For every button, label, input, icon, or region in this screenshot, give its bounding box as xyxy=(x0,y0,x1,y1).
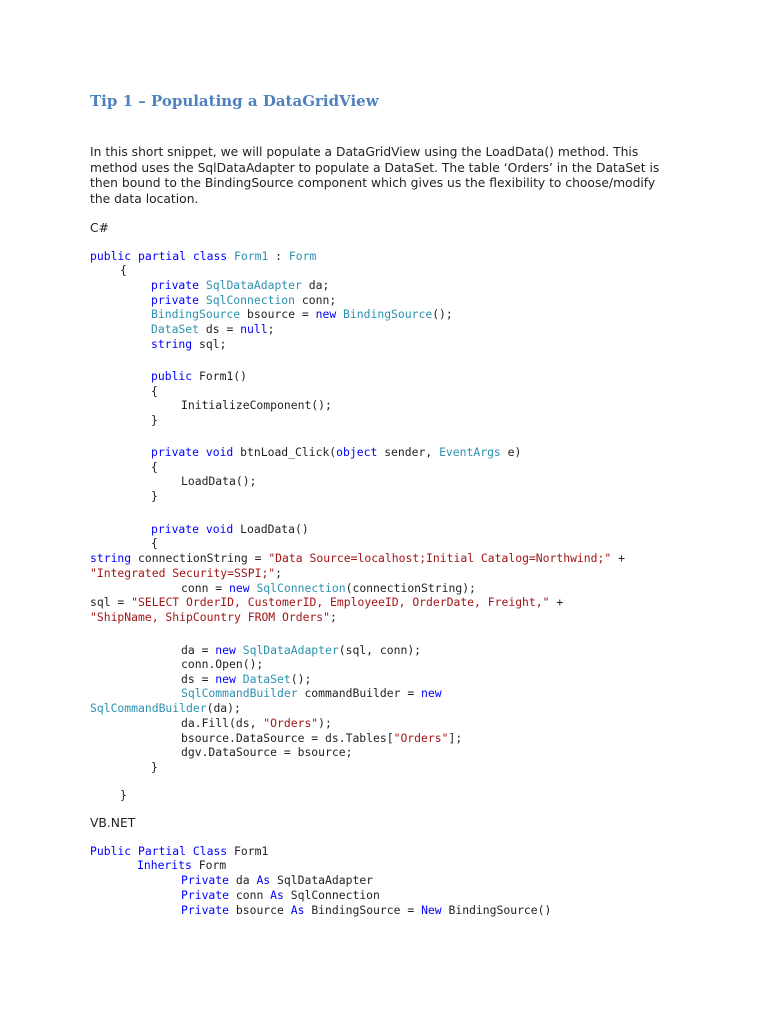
code-line: conn = new SqlConnection(connectionString); xyxy=(181,581,476,595)
code-line: da.Fill(ds, "Orders"); xyxy=(181,716,332,730)
code-line: conn.Open(); xyxy=(181,657,264,671)
csharp-label: C# xyxy=(90,221,109,235)
vbnet-label: VB.NET xyxy=(90,816,136,830)
code-line: } xyxy=(151,489,158,503)
code-line: "Integrated Security=SSPI;"; xyxy=(90,566,283,580)
code-line: ds = new DataSet(); xyxy=(181,672,312,686)
code-line: private SqlConnection conn; xyxy=(151,293,337,307)
code-line: dgv.DataSource = bsource; xyxy=(181,745,353,759)
code-line: SqlCommandBuilder(da); xyxy=(90,701,241,715)
code-line: public partial class Form1 : Form xyxy=(90,249,317,263)
code-line: } xyxy=(151,760,158,774)
code-line: private SqlDataAdapter da; xyxy=(151,278,330,292)
code-line: "ShipName, ShipCountry FROM Orders"; xyxy=(90,610,337,624)
intro-paragraph xyxy=(90,145,690,207)
code-line: SqlCommandBuilder commandBuilder = new xyxy=(181,686,442,700)
code-line: { xyxy=(151,460,158,474)
code-line: Private da As SqlDataAdapter xyxy=(181,873,374,887)
code-line: Private conn As SqlConnection xyxy=(181,888,380,902)
page-title: Tip 1 – Populating a DataGridView xyxy=(90,92,379,110)
code-line: { xyxy=(120,263,127,277)
code-line: string sql; xyxy=(151,337,227,351)
intro-line: the data location. xyxy=(90,191,199,206)
intro-line: method uses the SqlDataAdapter to populate a DataSet. The table ‘Orders’ in the DataSet is xyxy=(90,160,660,175)
intro-line: In this short snippet, we will populate a DataGridView using the LoadData() method. This xyxy=(90,145,639,159)
code-line: LoadData(); xyxy=(181,474,257,488)
code-line: { xyxy=(151,536,158,550)
code-line: BindingSource bsource = new BindingSource(); xyxy=(151,307,453,321)
code-line: private void btnLoad_Click(object sender, EventArgs e) xyxy=(151,445,522,459)
code-line: string connectionString = "Data Source=localhost;Initial Catalog=Northwind;" + xyxy=(90,551,625,565)
code-line: private void LoadData() xyxy=(151,522,309,536)
code-line: Private bsource As BindingSource = New BindingSource() xyxy=(181,903,552,917)
intro-line: then bound to the BindingSource component which gives us the flexibility to choose/modify xyxy=(90,176,656,190)
code-line: Public Partial Class Form1 xyxy=(90,844,269,858)
code-line: Inherits Form xyxy=(137,858,227,872)
code-line: public Form1() xyxy=(151,369,248,383)
code-line: } xyxy=(151,413,158,427)
code-line: da = new SqlDataAdapter(sql, conn); xyxy=(181,643,422,657)
code-line: { xyxy=(151,384,158,398)
code-line: InitializeComponent(); xyxy=(181,398,332,412)
code-line: bsource.DataSource = ds.Tables["Orders"]; xyxy=(181,731,463,745)
code-line: DataSet ds = null; xyxy=(151,322,275,336)
code-line: sql = "SELECT OrderID, CustomerID, EmployeeID, OrderDate, Freight," + xyxy=(90,595,564,609)
code-line: } xyxy=(120,788,127,802)
